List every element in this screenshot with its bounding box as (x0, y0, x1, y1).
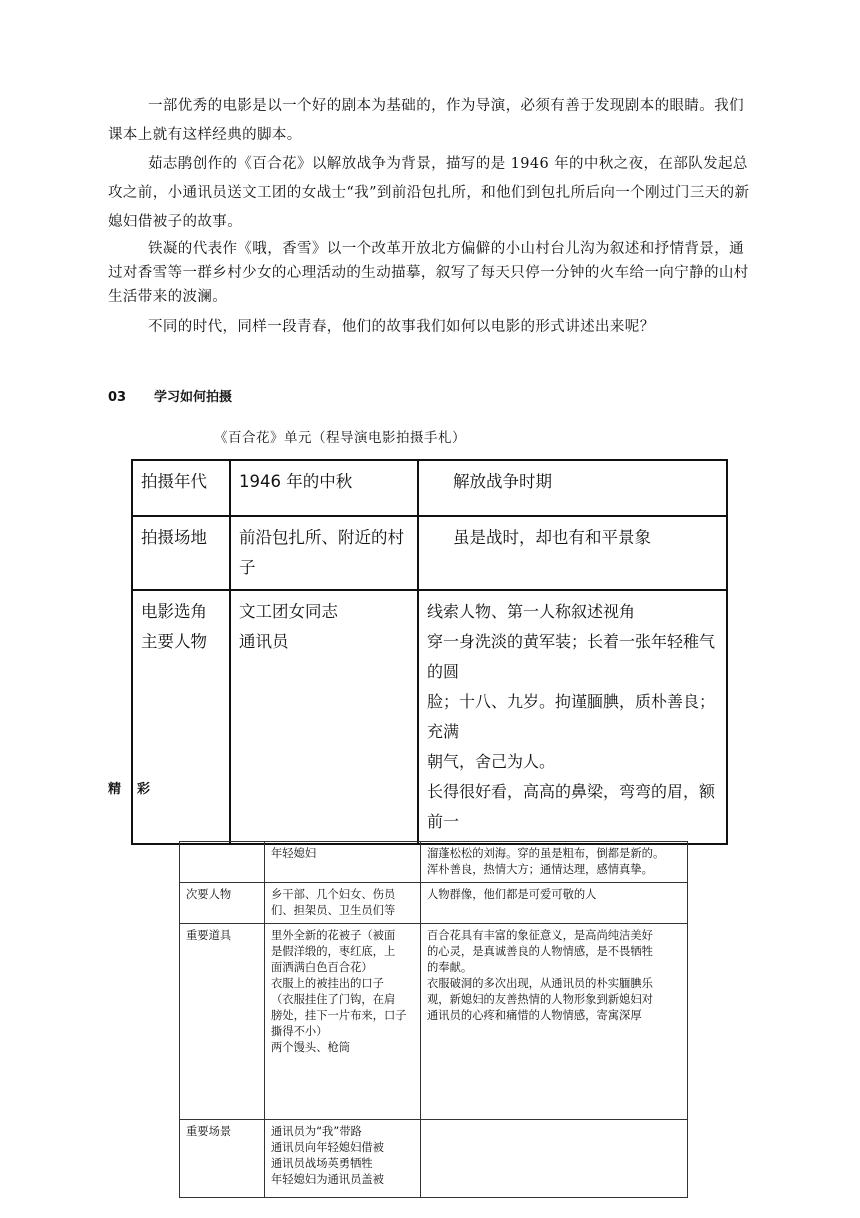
row-note (421, 842, 688, 883)
note-line: 浑朴善良，热情大方；通情达理，感情真挚。 (427, 863, 653, 876)
note-line: 脸；十八、九岁。拘谨腼腆，质朴善良；充满 (427, 692, 716, 741)
intro-paragraph: 一部优秀的电影是以一个好的剧本为基础的，作为导演，必须有善于发现剧本的眼睛。我们课本上就有这样经典的脚本。 (108, 98, 744, 143)
note-line: 长得很好看，高高的鼻梁，弯弯的眉，额前一 (427, 782, 716, 831)
row-label: 拍摄场地 (132, 516, 230, 590)
section-title: 学习如何拍摄 (154, 390, 233, 405)
row-value (265, 842, 421, 883)
row-note: 虽是战时，却也有和平景象 (418, 516, 727, 590)
value-line: 通讯员向年轻媳妇借被 (271, 1141, 384, 1154)
row-value (265, 1120, 421, 1198)
value-line: 文工团女同志 (239, 602, 338, 621)
value-line: 通讯员战场英勇牺牲 (271, 1157, 373, 1170)
row-label: 重要道具 (180, 924, 265, 1120)
note-line: 的心灵，是真诚善良的人物情感，是不畏牺牲 (427, 945, 653, 958)
section-heading (108, 386, 232, 405)
value-line: （衣服挂住了门钩，在肩 (271, 993, 396, 1006)
row-value (265, 883, 421, 924)
row-note (421, 1120, 688, 1198)
value-line: 里外全新的花被子（被面 (271, 929, 396, 942)
xiangxue-paragraph: 铁凝的代表作《哦，香雪》以一个改革开放北方偏僻的小山村台儿沟为叙述和抒情背景，通过对香雪等一群乡村少女的心理活动的生动描摹，叙写了每天只停一分钟的火车给一向宁静的山村生活带来的波澜。 (108, 241, 749, 305)
note-line: 穿一身洗淡的黄军装；长着一张年轻稚气的圆 (427, 632, 716, 681)
value-line: 通讯员 (239, 632, 289, 651)
value-line: 面洒满白色百合花） (271, 961, 373, 974)
table-row (132, 590, 727, 844)
value-line: 乡干部、几个妇女、伤员 (271, 888, 396, 901)
table-caption: 《百合花》单元（程导演电影拍摄手札） (214, 430, 466, 446)
note-line: 观，新媳妇的友善热情的人物形象到新媳妇对 (427, 993, 653, 1006)
value-line: 们、担架员、卫生员们等 (271, 904, 396, 917)
table-row (132, 516, 727, 590)
row-label (180, 842, 265, 883)
row-label: 拍摄年代 (132, 460, 230, 516)
shooting-notes-table (131, 459, 728, 845)
table-row (180, 883, 688, 924)
jingcai-heading: 精彩 (108, 782, 167, 797)
row-note (421, 924, 688, 1120)
row-value (230, 590, 418, 844)
value-line: 是假洋缎的，枣红底，上 (271, 945, 396, 958)
section-number: 03 (108, 390, 127, 405)
table-row (132, 460, 727, 516)
value-line: 通讯员为“我”带路 (271, 1125, 362, 1138)
value-line: 年轻媳妇为通讯员盖被 (271, 1173, 384, 1186)
note-line: 朝气，舍己为人。 (427, 752, 556, 771)
table-row (180, 842, 688, 883)
row-label: 重要场景 (180, 1120, 265, 1198)
note-line: 线索人物、第一人称叙述视角 (427, 602, 636, 621)
value-line: 膀处，挂下一片布来，口子 (271, 1009, 407, 1022)
note-line: 溜蓬松松的刘海。穿的虽是粗布，倒都是新的。 (427, 847, 665, 860)
label-line: 主要人物 (141, 632, 207, 651)
note-line: 百合花具有丰富的象征意义，是高尚纯洁美好 (427, 929, 653, 942)
value-line: 两个馒头、枪筒 (271, 1041, 351, 1054)
label-line: 电影选角 (141, 602, 207, 621)
table-row (180, 1120, 688, 1198)
note-line: 通讯员的心疼和痛惜的人物情感，寄寓深厚 (427, 1009, 642, 1022)
note-line: 的奉献。 (427, 961, 473, 974)
value-line: 衣服上的被挂出的口子 (271, 977, 384, 990)
row-label: 次要人物 (180, 883, 265, 924)
character-props-table (179, 841, 688, 1198)
row-value: 1946 年的中秋 (230, 460, 418, 516)
row-value: 前沿包扎所、附近的村子 (230, 516, 418, 590)
note-line: 衣服破洞的多次出现，从通讯员的朴实腼腆乐 (427, 977, 653, 990)
baihehua-paragraph: 茹志鹃创作的《百合花》以解放战争为背景，描写的是 1946 年的中秋之夜，在部队发起总攻之前，小通讯员送文工团的女战士“我”到前沿包扎所，和他们到包扎所后向一个刚过门三天的新媳妇借被子的故事。 (108, 156, 750, 230)
note-line: 人物群像，他们都是可爱可敬的人 (427, 888, 597, 901)
row-note (418, 590, 727, 844)
value-line: 年轻媳妇 (271, 847, 317, 860)
table-row (180, 924, 688, 1120)
row-note (421, 883, 688, 924)
row-value (265, 924, 421, 1120)
question-paragraph: 不同的时代，同样一段青春，他们的故事我们如何以电影的形式讲述出来呢？ (148, 319, 655, 335)
row-label (132, 590, 230, 844)
value-line: 撕得不小） (271, 1025, 328, 1038)
row-note: 解放战争时期 (418, 460, 727, 516)
